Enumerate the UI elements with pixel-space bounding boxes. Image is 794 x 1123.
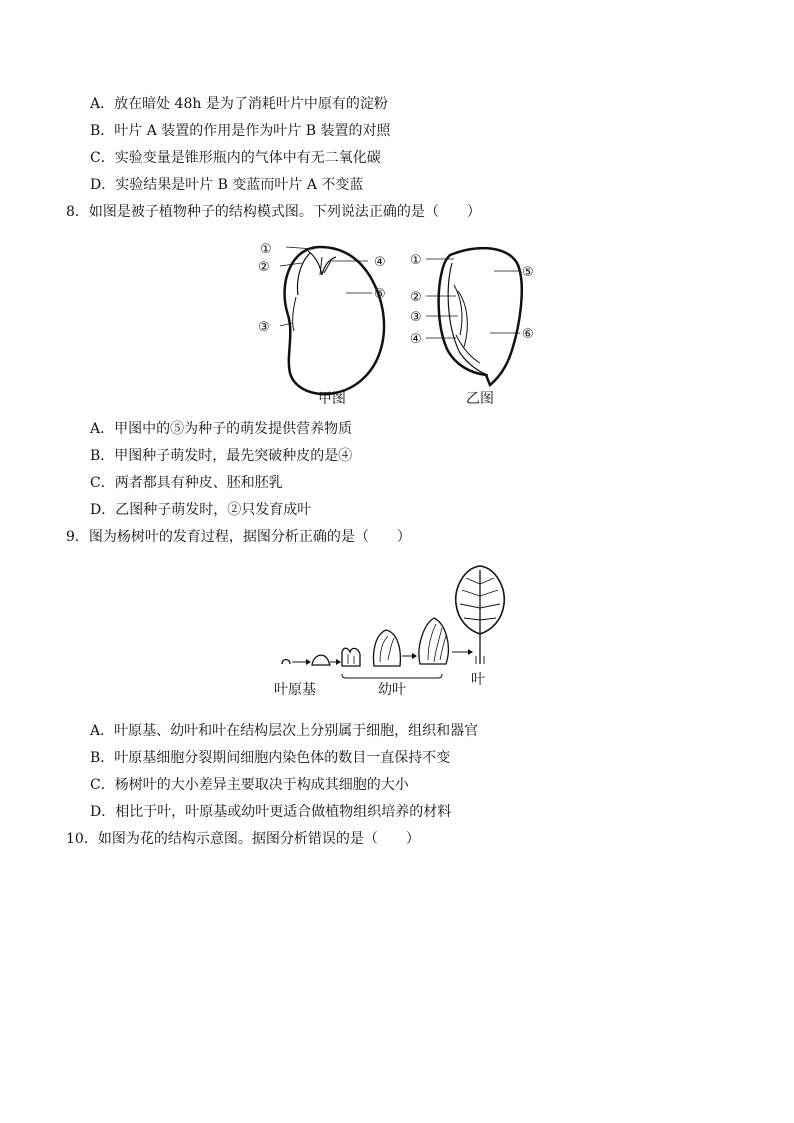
yi-label-1: ①: [410, 253, 422, 268]
jia-label-5: ⑤: [374, 287, 386, 302]
yi-label-2: ②: [410, 290, 422, 305]
q9-stem: 9．图为杨树叶的发育过程，据图分析正确的是（ ）: [66, 529, 411, 545]
label-leaf: 叶: [471, 672, 485, 688]
yi-caption: 乙图: [466, 391, 494, 407]
q8-option-c: C．两者都具有种皮、胚和胚乳: [90, 475, 283, 491]
q8-seed-figure: [250, 235, 550, 410]
yi-label-4: ④: [410, 332, 422, 347]
label-leaf-primordium: 叶原基: [274, 682, 316, 698]
q9-option-c: C．杨树叶的大小差异主要取决于构成其细胞的大小: [90, 777, 409, 793]
jia-label-4: ④: [374, 255, 386, 270]
corn-seed-diagram: [426, 248, 522, 385]
q10-stem: 10．如图为花的结构示意图。据图分析错误的是（ ）: [66, 831, 420, 847]
q8-option-b: B．甲图种子萌发时，最先突破种皮的是④: [90, 448, 353, 464]
leaf-stages: [282, 566, 504, 678]
q7-option-c: C．实验变量是锥形瓶内的气体中有无二氧化碳: [90, 150, 381, 166]
bean-seed-diagram: [280, 247, 384, 394]
label-young-leaf: 幼叶: [378, 682, 406, 698]
q8-stem: 8．如图是被子植物种子的结构模式图。下列说法正确的是（ ）: [66, 204, 481, 220]
yi-label-6: ⑥: [522, 327, 534, 342]
jia-caption: 甲图: [318, 391, 346, 407]
q9-option-d: D．相比于叶，叶原基或幼叶更适合做植物组织培养的材料: [90, 804, 452, 820]
q7-option-a: A．放在暗处 48h 是为了消耗叶片中原有的淀粉: [90, 96, 388, 112]
jia-label-3: ③: [258, 320, 270, 335]
yi-label-3: ③: [410, 310, 422, 325]
q9-option-b: B．叶原基细胞分裂期间细胞内染色体的数目一直保持不变: [90, 750, 451, 766]
q9-option-a: A．叶原基、幼叶和叶在结构层次上分别属于细胞，组织和器官: [90, 723, 479, 739]
q7-option-b: B．叶片 A 装置的作用是作为叶片 B 装置的对照: [90, 123, 391, 139]
q9-leaf-development-figure: [268, 560, 518, 698]
q7-option-d: D．实验结果是叶片 B 变蓝而叶片 A 不变蓝: [90, 177, 364, 193]
jia-label-1: ①: [260, 242, 272, 257]
yi-label-5: ⑤: [522, 265, 534, 280]
jia-label-2: ②: [258, 260, 270, 275]
q8-option-d: D．乙图种子萌发时，②只发育成叶: [90, 502, 312, 518]
q8-option-a: A．甲图中的⑤为种子的萌发提供营养物质: [90, 421, 353, 437]
